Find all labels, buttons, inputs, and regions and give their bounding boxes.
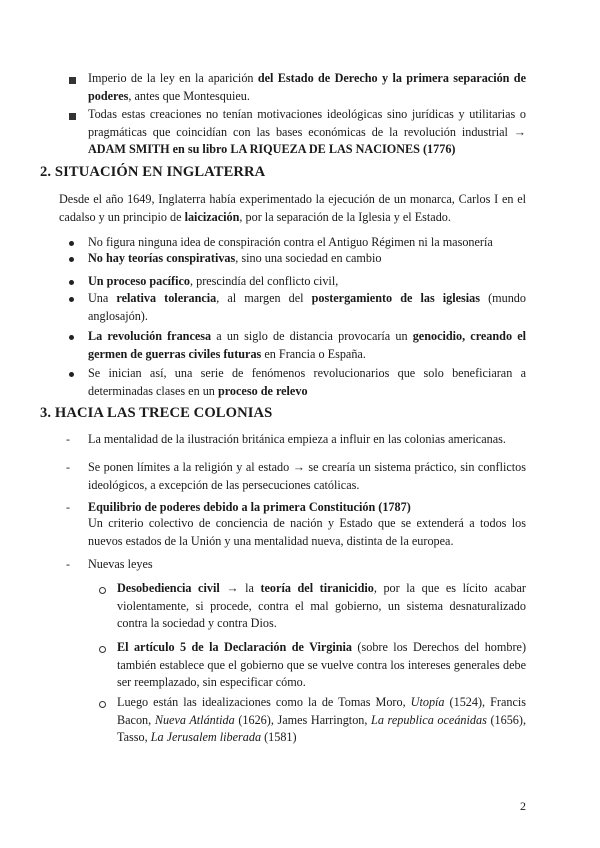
bold-text: La revolución francesa	[88, 329, 212, 343]
italic-text: Utopía	[410, 695, 445, 709]
text-run: (mundo anglosajón).	[88, 291, 526, 323]
section-2-bullet-4	[88, 290, 526, 325]
section-2-bullet-6	[88, 365, 526, 400]
section-3-subitem-2	[117, 639, 526, 692]
section-3-item-2	[88, 459, 526, 494]
section-2-bullet-2	[88, 250, 526, 268]
section-3-item-3	[88, 499, 526, 517]
text-run: Imperio de la ley en la aparición	[88, 71, 258, 85]
text-run: , prescindía del conflicto civil,	[190, 274, 339, 288]
dot-bullet-icon	[69, 280, 74, 285]
section-2-heading: 2. SITUACIÓN EN INGLATERRA	[40, 164, 266, 180]
bold-text: Desobediencia civil	[117, 581, 220, 595]
italic-text: La republica oceánidas	[371, 712, 487, 727]
text-run: (1626), James Harrington,	[234, 712, 372, 727]
bold-text: El artículo 5 de la Declaración de Virginia	[117, 640, 352, 654]
dash-bullet-icon: -	[66, 432, 70, 446]
bold-text: No hay teorías conspirativas	[88, 251, 236, 265]
text-run: , sino una sociedad en cambio	[235, 251, 382, 265]
text-run: , por la que es lícito acabar violentamente, si procede, contra el mal gobierno, un sistema desnaturalizado contra la sociedad y contra Dios.	[117, 581, 526, 631]
section-3-item-1	[88, 431, 526, 449]
dash-bullet-icon: -	[66, 460, 70, 474]
section-2-bullet-3	[88, 273, 526, 291]
bold-text: postergamiento de las iglesias	[311, 291, 480, 305]
bold-text: laicización	[184, 209, 240, 224]
bold-text: proceso de relevo	[217, 383, 308, 398]
text-run: Nuevas leyes	[88, 557, 153, 571]
dot-bullet-icon	[69, 335, 74, 340]
text-run: Se ponen límites a la religión y al estado → se crearía un sistema práctico, sin conflictos ideológicos, a excepción de las persecuciones católicas.	[88, 460, 526, 492]
section-3-subitem-1	[117, 580, 526, 633]
dot-bullet-icon	[69, 297, 74, 302]
bold-text: ADAM SMITH en su libro LA RIQUEZA DE LAS NACIONES (1776)	[88, 142, 456, 157]
section-2-intro	[59, 191, 526, 226]
dash-bullet-icon: -	[66, 500, 70, 514]
bold-text: Equilibrio de poderes debido a la primera Constitución (1787)	[88, 500, 411, 514]
text-run: en Francia o España.	[261, 346, 366, 361]
italic-text: Nueva Atlántida	[154, 712, 235, 727]
bold-text: Un proceso pacífico	[88, 274, 191, 288]
dot-bullet-icon	[69, 372, 74, 377]
text-run: → la	[219, 581, 261, 595]
circle-bullet-icon	[99, 646, 106, 653]
section-3-item-4	[88, 556, 526, 574]
text-run: No figura ninguna idea de conspiración contra el Antiguo Régimen ni la masonería	[88, 235, 493, 249]
square-bullet-icon	[69, 77, 76, 84]
circle-bullet-icon	[99, 701, 106, 708]
text-run: Todas estas creaciones no tenían motivaciones ideológicas sino jurídicas y utilitarias o pragmáticas que coincidían con las bases económicas de la revolución industrial →	[88, 107, 526, 139]
text-run: (1524), Francis Bacon,	[117, 695, 527, 727]
bold-text: del Estado de Derecho y la primera separación de poderes	[88, 71, 526, 103]
circle-bullet-icon	[99, 587, 106, 594]
bold-text: genocidio, creando el germen de guerras civiles futuras	[88, 329, 526, 361]
section-2-bullet-5	[88, 328, 526, 363]
text-run: Luego están las idealizaciones como la de Tomas Moro,	[117, 695, 411, 709]
dot-bullet-icon	[69, 241, 74, 246]
text-run: , al margen del	[216, 291, 312, 305]
dot-bullet-icon	[69, 257, 74, 262]
page-number: 2	[520, 799, 526, 813]
text-run: , antes que Montesquieu.	[128, 88, 250, 103]
text-run: , por la separación de la Iglesia y el Estado.	[239, 209, 451, 224]
text-run: a un siglo de distancia provocaría un	[211, 329, 413, 343]
italic-text: La Jerusalem liberada	[150, 730, 262, 745]
section-2-bullet-1	[88, 234, 526, 252]
section-3-paragraph: Un criterio colectivo de conciencia de nación y Estado que se extenderá a todos los nuevos estados de la Unión y una mentalidad nueva, distinta de la europea.	[88, 516, 526, 548]
section-3-heading: 3. HACIA LAS TRECE COLONIAS	[40, 405, 273, 421]
section-3-subitem-3	[117, 694, 526, 747]
text-run: Desde el año 1649, Inglaterra había experimentado la ejecución de un monarca, Carlos I en el cadalso y un principio de	[59, 192, 526, 224]
text-run: La mentalidad de la ilustración británica empieza a influir en las colonias americanas.	[88, 432, 506, 446]
dash-bullet-icon: -	[66, 557, 70, 571]
text-run: (1656), Tasso,	[117, 712, 527, 745]
bold-text: teoría del tiranicidio	[260, 581, 374, 595]
text-run: Se inician así, una serie de fenómenos revolucionarios que solo beneficiaran a determinadas clases en un	[88, 366, 526, 398]
top-bullet-1	[88, 70, 526, 105]
text-run: (1581)	[261, 730, 297, 745]
square-bullet-icon	[69, 113, 76, 120]
top-bullet-2	[88, 106, 526, 159]
bold-text: relativa tolerancia	[116, 291, 217, 305]
text-run: (sobre los Derechos del hombre) también establece que el gobierno que se vuelve contra los intereses generales debe ser reemplazado, sin especificar cómo.	[117, 640, 527, 690]
text-run: Una	[88, 291, 117, 305]
